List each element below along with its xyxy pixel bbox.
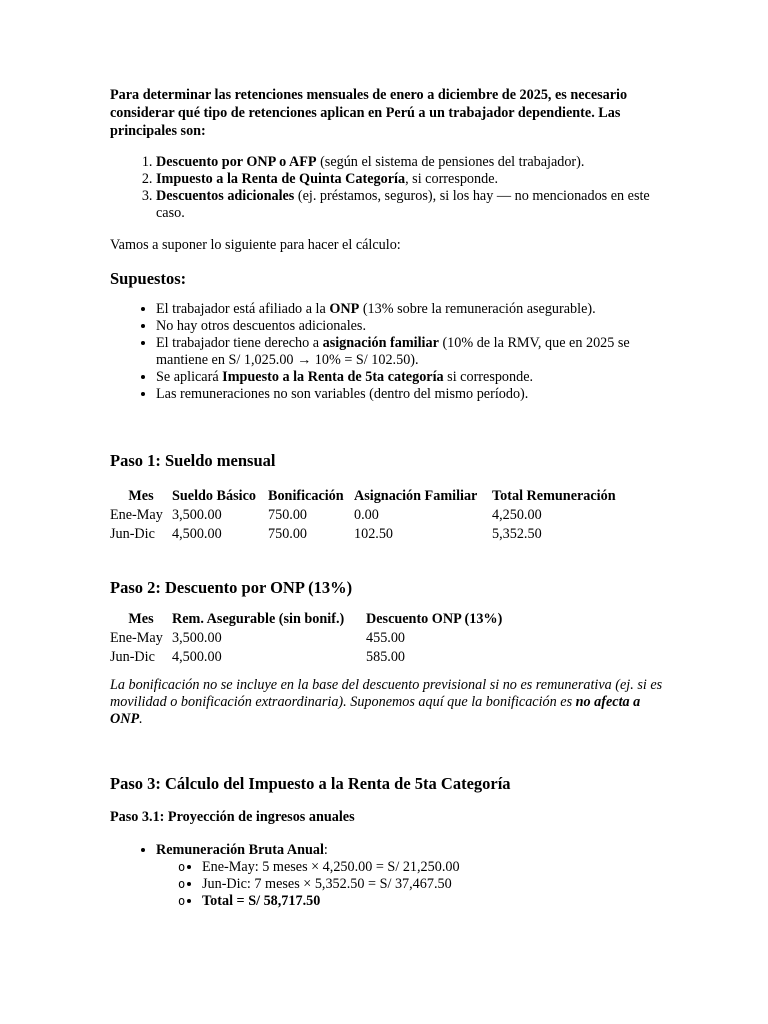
list-item: o • Total = S/ 58,717.50 bbox=[202, 893, 670, 910]
list-item: • El trabajador tiene derecho a asignación familiar (10% de la RMV, que en 2025 se mantiene en S/ 1,025.00 → 10% = S/ 102.50). bbox=[156, 335, 670, 369]
list-item: 3. Descuentos adicionales (ej. préstamos, seguros), si los hay — no mencionados en este caso. bbox=[156, 188, 670, 222]
list-item: 2. Impuesto a la Renta de Quinta Categoría, si corresponde. bbox=[156, 171, 670, 188]
paso3-1-heading: Paso 3.1: Proyección de ingresos anuales bbox=[110, 809, 355, 825]
sueldo-table bbox=[110, 487, 616, 544]
retenciones-list bbox=[110, 154, 670, 222]
col-sueldo-basico: Sueldo Básico bbox=[172, 488, 256, 504]
table-row: Jun-Dic 4,500.00 750.00 102.50 5,352.50 bbox=[110, 526, 542, 542]
col-mes: Mes bbox=[128, 488, 154, 504]
paso1-heading: Paso 1: Sueldo mensual bbox=[110, 451, 276, 470]
renta-list bbox=[110, 842, 670, 910]
document-page bbox=[110, 86, 670, 910]
table-row: Ene-May 3,500.00 750.00 0.00 4,250.00 bbox=[110, 507, 542, 523]
list-item: o • Jun-Dic: 7 meses × 5,352.50 = S/ 37,467.50 bbox=[202, 876, 670, 893]
table-header-row bbox=[110, 487, 616, 506]
table-row: Jun-Dic 4,500.00 585.00 bbox=[110, 649, 406, 665]
list-item: • El trabajador está afiliado a la ONP (13% sobre la remuneración asegurable). bbox=[156, 301, 670, 318]
onp-table bbox=[110, 610, 502, 667]
bonificacion-note: La bonificación no se incluye en la base del descuento previsional si no es remunerativa (ej. si es movilidad o bonificación extraordinaria). Suponemos aquí que la bonificación es no afecta a ONP. bbox=[110, 677, 663, 727]
table-header-row bbox=[110, 610, 502, 629]
list-item: 1. Descuento por ONP o AFP (según el sistema de pensiones del trabajador). bbox=[156, 154, 670, 171]
col-total-remuneracion: Total Remuneración bbox=[492, 488, 616, 504]
list-item: o • Ene-May: 5 meses × 4,250.00 = S/ 21,250.00 bbox=[202, 859, 670, 876]
paso3-heading: Paso 3: Cálculo del Impuesto a la Renta de 5ta Categoría bbox=[110, 774, 511, 793]
col-mes: Mes bbox=[128, 611, 154, 627]
paso2-heading: Paso 2: Descuento por ONP (13%) bbox=[110, 578, 353, 597]
supuestos-list bbox=[110, 301, 670, 403]
table-row: Ene-May 3,500.00 455.00 bbox=[110, 630, 406, 646]
col-descuento-onp: Descuento ONP (13%) bbox=[366, 611, 503, 627]
col-bonificacion: Bonificación bbox=[268, 488, 344, 504]
col-rem-asegurable: Rem. Asegurable (sin bonif.) bbox=[172, 611, 345, 627]
intro-paragraph: Para determinar las retenciones mensuales de enero a diciembre de 2025, es necesario considerar qué tipo de retenciones aplican en Perú a un trabajador dependiente. Las principales son: bbox=[110, 87, 628, 139]
suponer-paragraph: Vamos a suponer lo siguiente para hacer el cálculo: bbox=[110, 237, 401, 253]
col-asignacion-familiar: Asignación Familiar bbox=[354, 488, 478, 504]
renta-sublist bbox=[156, 859, 670, 910]
supuestos-heading: Supuestos: bbox=[110, 269, 187, 288]
list-item: • Las remuneraciones no son variables (dentro del mismo período). bbox=[156, 386, 670, 403]
list-item: • No hay otros descuentos adicionales. bbox=[156, 318, 670, 335]
list-item: • Remuneración Bruta Anual: o • Ene-May: 5 meses × 4,250.00 = S/ 21,250.00 o • Jun-Dic: 7 meses × 5,352.50 = S/ 37,467.50 o • Total = S/ 58,717.50 bbox=[156, 842, 670, 910]
list-item: • Se aplicará Impuesto a la Renta de 5ta categoría si corresponde. bbox=[156, 369, 670, 386]
